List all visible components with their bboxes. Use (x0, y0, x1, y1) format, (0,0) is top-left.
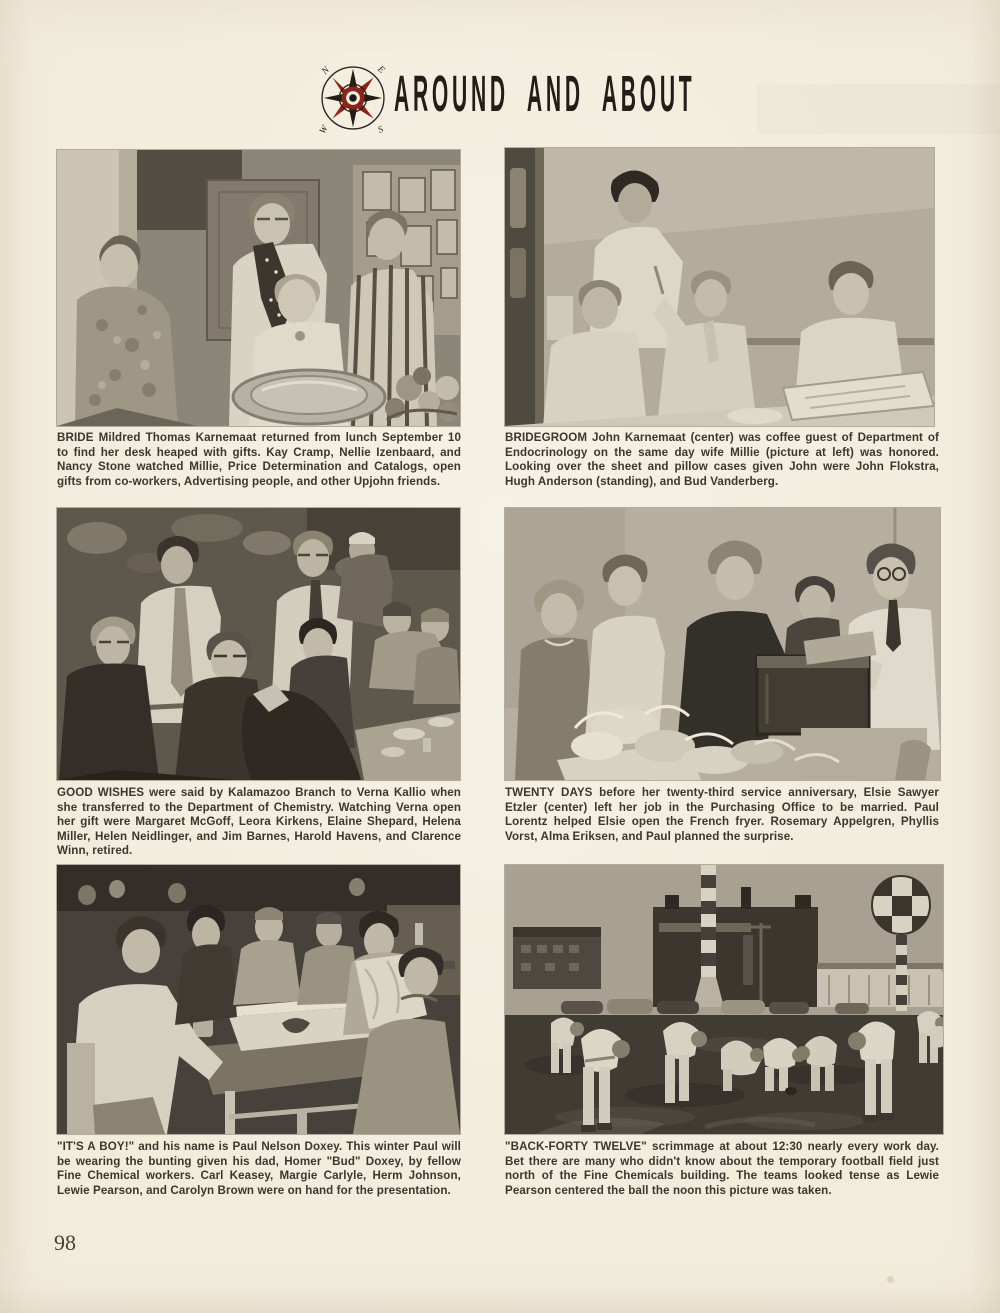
photo-good-wishes-image (57, 508, 460, 780)
page-number: 98 (54, 1230, 76, 1255)
photo-bridegroom (505, 148, 934, 426)
caption-good-wishes: GOOD WISHES were said by Kalamazoo Branch to Verna Kallio when she transferred to the Department of Chemistry. Watching Verna open her gift were Margaret McGoff, Leora Kirkens, Elaine Shepard, Helena Miller, Helen Neidlinger, and Jim Barnes, Harold Havens, and Clarence Winn, retired. (57, 786, 461, 858)
page-title: AROUND AND ABOUT (394, 66, 696, 123)
photo-bride-image (57, 150, 460, 426)
compass-letter-s: S (376, 124, 386, 136)
photo-good-wishes (57, 508, 460, 780)
photo-bridegroom-image (505, 148, 934, 426)
photo-its-a-boy (57, 865, 460, 1134)
photo-back-forty-twelve-image (505, 865, 943, 1134)
photo-bride (57, 150, 460, 426)
caption-bride: BRIDE Mildred Thomas Karnemaat returned from lunch September 10 to find her desk heaped with gifts. Kay Cramp, Nellie Izenbaard, and Nancy Stone watched Millie, Price Determination and Catalogs, open gifts from co-workers, Advertising people, and other Upjohn friends. (57, 431, 461, 488)
caption-bridegroom: BRIDEGROOM John Karnemaat (center) was coffee guest of Department of Endocrinology on the same day wife Millie (picture at left) was honored. Looking over the sheet and pillow cases given John were John Flokstra, Hugh Anderson (standing), and Bud Vanderberg. (505, 431, 939, 488)
photo-twenty-days (505, 508, 940, 780)
compass-letter-w: W (318, 124, 331, 137)
page-header (394, 66, 880, 122)
compass-letter-n: N (320, 65, 332, 77)
photo-its-a-boy-image (57, 865, 460, 1134)
paper-stain (887, 1276, 894, 1283)
caption-its-a-boy: "IT'S A BOY!" and his name is Paul Nelson Doxey. This winter Paul will be wearing the bunting given his dad, Homer "Bud" Doxey, by fellow Fine Chemical workers. Carl Keasey, Margie Carlyle, Herm Johnson, Lewie Pearson, and Carolyn Brown were on hand for the presentation. (57, 1140, 461, 1197)
compass-rose-icon (310, 55, 396, 141)
caption-twenty-days: TWENTY DAYS before her twenty-third service anniversary, Elsie Sawyer Etzler (center) left her job in the Purchasing Office to be married. Paul Lorentz helped Elsie open the French fryer. Rosemary Appelgren, Phyllis Vorst, Alma Eriksen, and Paul planned the surprise. (505, 786, 939, 843)
photo-twenty-days-image (505, 508, 940, 780)
photo-back-forty-twelve (505, 865, 943, 1134)
compass-letter-e: E (375, 64, 387, 76)
caption-back-forty-twelve: "BACK-FORTY TWELVE" scrimmage at about 12:30 nearly every work day. Bet there are many who didn't know about the temporary football field just north of the Fine Chemicals building. The teams looked tense as Lewie Pearson centered the ball the noon this picture was taken. (505, 1140, 939, 1197)
